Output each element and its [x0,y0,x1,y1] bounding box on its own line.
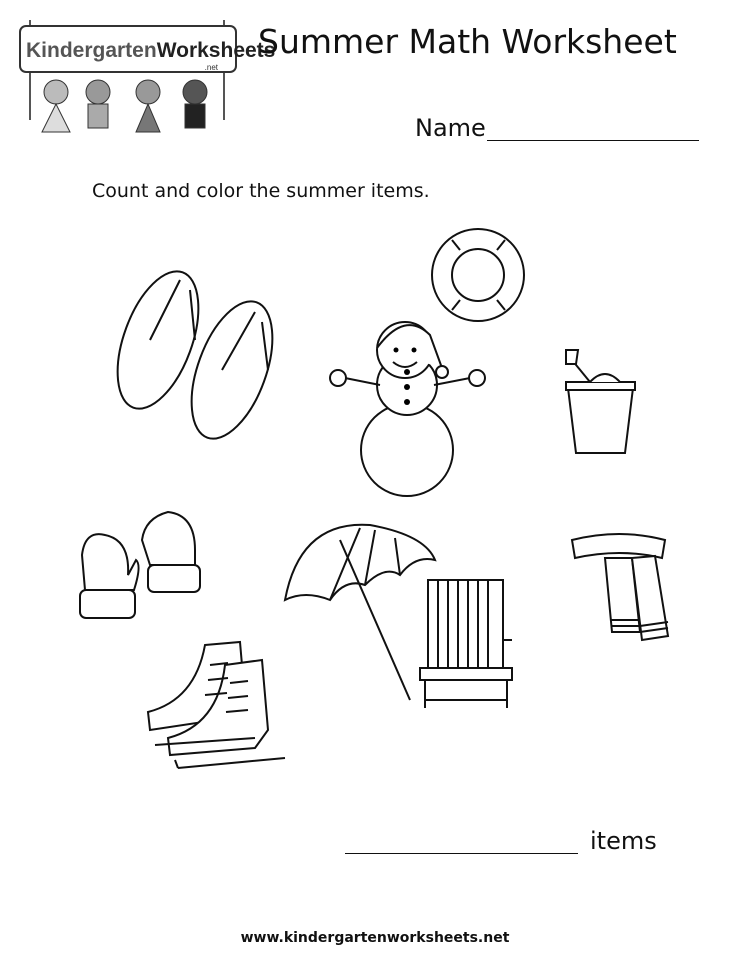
scarf-picture [572,534,668,640]
footer-url: www.kindergartenworksheets.net [240,930,510,946]
items-label: items [590,827,657,855]
instructions: Count and color the summer items. [92,180,430,202]
name-label: Name [415,114,486,142]
mittens-picture [80,512,200,618]
snowman-picture [330,322,485,496]
svg-text:KindergartenWorksheets: KindergartenWorksheets [26,39,276,62]
beach-chair-picture [420,580,512,708]
sand-bucket-picture [566,350,635,453]
page-title: Summer Math Worksheet [258,22,677,61]
svg-text:.net: .net [204,63,218,72]
ice-skates-picture [148,642,285,768]
beach-umbrella-picture [285,525,435,700]
swim-ring-picture [432,229,524,321]
answer-input-line[interactable] [345,853,578,854]
flip-flops-picture [101,261,288,450]
